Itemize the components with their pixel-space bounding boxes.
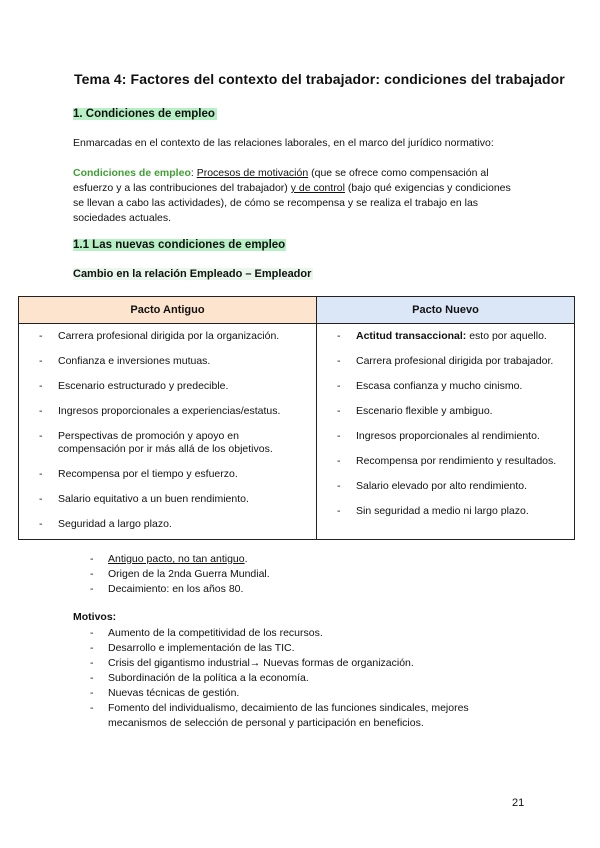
list-item: - Subordinación de la política a la economía. (90, 671, 510, 686)
motivation-term: Procesos de motivación (196, 167, 309, 179)
motivos-heading: Motivos: (73, 611, 117, 623)
list-item: - Recompensa por rendimiento y resultados. (325, 455, 566, 468)
list-item: - Carrera profesional dirigida por la organización. (27, 330, 308, 343)
transactional-term: Actitud transaccional: (356, 330, 467, 342)
page-number: 21 (512, 797, 525, 809)
list-item: - Escenario estructurado y predecible. (27, 380, 308, 393)
list-item: - Aumento de la competitividad de los recursos. (90, 626, 510, 641)
list-item: - Origen de la 2nda Guerra Mundial. (90, 567, 510, 582)
old-pact-notes (90, 552, 510, 597)
section-heading-condiciones: 1. Condiciones de empleo (73, 108, 215, 120)
old-pact-header: Pacto Antiguo (19, 297, 317, 324)
list-item: - Salario elevado por alto rendimiento. (325, 480, 566, 493)
subheading-cambio-relacion: Cambio en la relación Empleado – Empleador (73, 268, 312, 280)
list-item: - Seguridad a largo plazo. (27, 518, 308, 531)
motivation-text: (que se ofrece como compensación al esfuerzo y a las contribuciones del trabajador) (73, 167, 489, 194)
intro-paragraph: Enmarcadas en el contexto de las relaciones laborales, en el marco del jurídico normativo: (73, 137, 494, 149)
new-pact-header: Pacto Nuevo (317, 297, 575, 324)
section-heading-nuevas-condiciones: 1.1 Las nuevas condiciones de empleo (73, 239, 286, 251)
old-pact-note-underlined: Antiguo pacto, no tan antiguo (108, 553, 245, 565)
list-item: - Desarrollo e implementación de las TIC. (90, 641, 510, 656)
list-item: - Escasa confianza y mucho cinismo. (325, 380, 566, 393)
conditions-label: Condiciones de empleo (73, 167, 191, 179)
conditions-paragraph (73, 166, 523, 226)
control-text: (bajo qué exigencias y condiciones se llevan a cabo las actividades), de cómo se recompensa y se realiza el trabajo en las sociedades actuales. (73, 182, 511, 224)
list-item (325, 330, 566, 343)
list-item: - Salario equitativo a un buen rendimiento. (27, 493, 308, 506)
list-item: - Nuevas técnicas de gestión. (90, 686, 510, 701)
page-title: Tema 4: Factores del contexto del trabajador: condiciones del trabajador (74, 71, 565, 87)
list-item: - Perspectivas de promoción y apoyo en compensación por ir más allá de los objetivos. (27, 430, 308, 456)
list-item: - Escenario flexible y ambiguo. (325, 405, 566, 418)
control-term: y de control (290, 182, 345, 194)
list-item: - Fomento del individualismo, decaimiento de las funciones sindicales, mejores mecanismos de selección de personal y participación en beneficios. (90, 701, 510, 731)
transactional-text: esto por aquello. (466, 330, 547, 342)
list-item: - Recompensa por el tiempo y esfuerzo. (27, 468, 308, 481)
new-pact-cell (317, 324, 575, 540)
old-pact-list (27, 330, 308, 531)
motivos-list (90, 626, 510, 731)
list-item: - Carrera profesional dirigida por trabajador. (325, 355, 566, 368)
old-pact-cell (19, 324, 317, 540)
list-item: - Ingresos proporcionales al rendimiento. (325, 430, 566, 443)
pact-comparison-table (18, 296, 575, 540)
list-item: - Ingresos proporcionales a experiencias/estatus. (27, 405, 308, 418)
old-pact-note-end: . (244, 553, 248, 565)
new-pact-list (325, 330, 566, 518)
list-item: - Crisis del gigantismo industrial→ Nuevas formas de organización. (90, 656, 510, 671)
list-item: - Decaimiento: en los años 80. (90, 582, 510, 597)
list-item: - Confianza e inversiones mutuas. (27, 355, 308, 368)
conditions-colon: : (190, 167, 197, 179)
list-item: - Sin seguridad a medio ni largo plazo. (325, 505, 566, 518)
list-item (90, 552, 510, 567)
